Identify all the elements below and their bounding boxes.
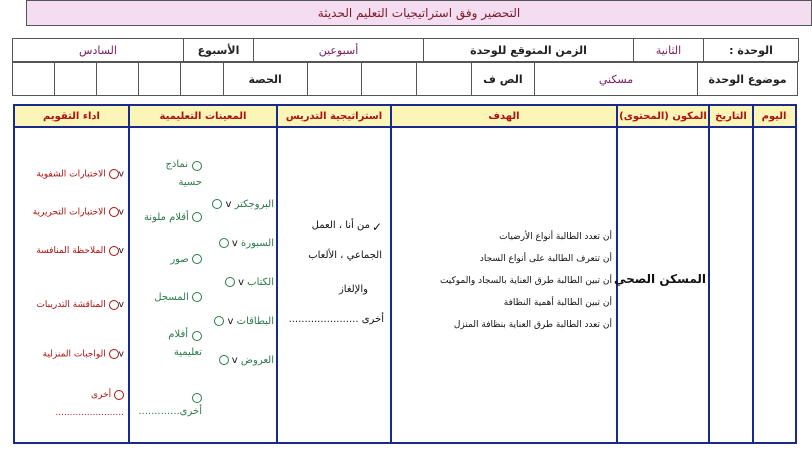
radio-icon[interactable] xyxy=(212,199,222,209)
radio-icon[interactable] xyxy=(192,393,202,403)
period-cell-5 xyxy=(13,63,55,96)
aid-label: البروجكتر xyxy=(234,199,274,210)
radio-icon[interactable] xyxy=(109,169,119,179)
topic-label: موضوع الوحدة xyxy=(698,63,798,96)
radio-icon[interactable] xyxy=(219,355,229,365)
assess-discussion: v المناقشة التدريبات xyxy=(36,300,124,310)
strategy-other: أخرى ...................... xyxy=(288,314,384,325)
assess-label: الاختبارات التحريرية xyxy=(32,207,106,218)
aid-other xyxy=(140,388,202,421)
aid-projector: البروجكتر v xyxy=(206,199,274,210)
aid-label: نماذج حسية xyxy=(165,159,202,188)
radio-icon[interactable] xyxy=(225,277,235,287)
aid-recorder xyxy=(140,292,202,303)
period-cell-1 xyxy=(181,63,223,96)
radio-icon[interactable] xyxy=(192,254,202,264)
divider xyxy=(390,106,392,442)
assess-oral: v الاختبارات الشفوية xyxy=(36,169,124,180)
duration-label: الزمن المتوقع للوحدة xyxy=(424,39,634,62)
class-label: الص ف xyxy=(471,63,534,96)
aid-label: العروض xyxy=(240,355,274,366)
period-cell-4 xyxy=(55,63,97,96)
assess-homework: v الواجبات المنزلية xyxy=(42,349,124,360)
aid-board: السبورة v xyxy=(206,238,274,249)
divider xyxy=(276,106,278,442)
header-table xyxy=(12,38,799,62)
col-strategy: استراتيجية التدريس xyxy=(285,111,383,122)
objective-5: أن تعدد الطالبة طرق العناية بنظافة المنزل xyxy=(453,320,612,330)
radio-icon[interactable] xyxy=(192,292,202,302)
check-icon: ✓ xyxy=(372,220,383,234)
aid-label: أفلام تعليمية xyxy=(168,329,202,358)
divider xyxy=(708,106,710,442)
col-day: اليوم xyxy=(761,111,787,122)
radio-icon[interactable] xyxy=(114,390,124,400)
assess-label: الملاحظة المنافسة xyxy=(36,246,106,256)
radio-icon[interactable] xyxy=(214,316,224,326)
week-value: السادس xyxy=(13,39,184,62)
radio-icon[interactable] xyxy=(192,161,202,171)
aid-label: الكتاب xyxy=(247,277,274,288)
period-cell-2 xyxy=(139,63,181,96)
week-label: الأسبوع xyxy=(184,39,254,62)
col-date: التاريخ xyxy=(715,111,747,122)
strategy-line-1: من أنا ، العمل xyxy=(311,220,370,231)
aid-label: السبورة xyxy=(241,238,274,249)
aid-pictures xyxy=(140,254,202,265)
radio-icon[interactable] xyxy=(109,300,119,310)
class-cell-2 xyxy=(362,63,417,96)
strategy-line-3: والإلغاز xyxy=(338,284,368,295)
header-table-2 xyxy=(12,62,798,96)
assess-label: الواجبات المنزلية xyxy=(42,349,106,360)
objective-2: أن تتعرف الطالبة على أنواع السجاد xyxy=(479,254,612,264)
aid-label: البطاقات xyxy=(236,316,274,327)
assess-written: v الاختبارات التحريرية xyxy=(32,207,124,218)
objective-4: أن تبين الطالبة أهمية النظافة xyxy=(503,298,612,308)
aid-cards: البطاقات v xyxy=(206,316,274,327)
period-cell-3 xyxy=(97,63,139,96)
page-title: التحضير وفق استراتيجيات التعليم الحديثة xyxy=(26,0,812,26)
radio-icon[interactable] xyxy=(109,349,119,359)
class-cell-3 xyxy=(307,63,362,96)
content-value: المسكن الصحي xyxy=(613,272,706,286)
aid-models xyxy=(140,156,202,192)
col-objective: الهدف xyxy=(488,111,520,122)
aid-label: المسجل xyxy=(154,292,189,303)
assess-observation: v الملاحظة المنافسة xyxy=(36,246,124,256)
assess-label: المناقشة التدريبات xyxy=(36,300,106,310)
unit-label: الوحدة : xyxy=(704,39,799,62)
aid-label: أقلام ملونة xyxy=(143,212,189,223)
radio-icon[interactable] xyxy=(109,246,119,256)
unit-value: الثانية xyxy=(634,39,704,62)
radio-icon[interactable] xyxy=(109,207,119,217)
radio-icon[interactable] xyxy=(192,212,202,222)
assess-label: الاختبارات الشفوية xyxy=(36,169,106,180)
col-aids: المعينات التعليمية xyxy=(159,111,247,122)
col-content: المكون (المحتوى) xyxy=(619,111,707,122)
strategy-line-2: الجماعي ، الألعاب xyxy=(308,250,382,261)
divider xyxy=(752,106,754,442)
assess-label: أخرى ........................ xyxy=(55,390,124,418)
duration-value: أسبوعين xyxy=(254,39,424,62)
assess-other xyxy=(20,386,124,422)
aid-label: صور xyxy=(170,254,189,265)
objective-1: أن تعدد الطالبة أنواع الأرضيات xyxy=(499,232,612,242)
topic-value: مسكني xyxy=(534,63,697,96)
class-cell-1 xyxy=(417,63,472,96)
col-assessment: اداء التقويم xyxy=(43,111,100,122)
objective-3: أن تبين الطالبة طرق العناية بالسجاد والموكيت xyxy=(439,276,612,286)
radio-icon[interactable] xyxy=(192,331,202,341)
aid-label: أخرى............. xyxy=(138,406,202,417)
aid-films xyxy=(140,326,202,362)
aid-book: الكتاب v xyxy=(206,277,274,288)
radio-icon[interactable] xyxy=(219,238,229,248)
divider xyxy=(128,106,130,442)
aid-pens xyxy=(140,212,202,223)
aid-presentations: العروض v xyxy=(206,355,274,366)
period-label: الحصة xyxy=(223,63,307,96)
